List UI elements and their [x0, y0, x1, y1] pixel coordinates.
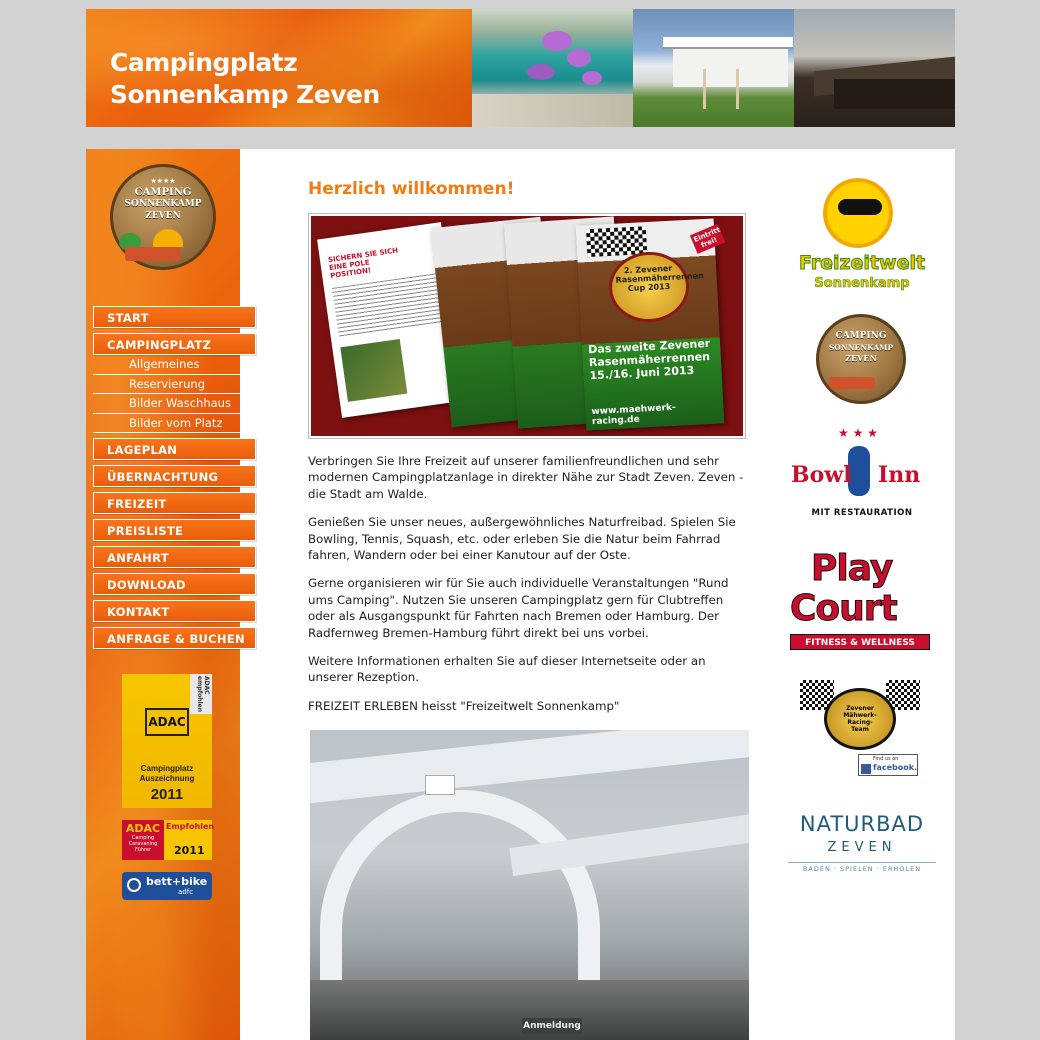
bowl-inn-sub: MIT RESTAURATION [811, 508, 913, 518]
adac-guide-left [122, 820, 164, 860]
nav-freizeit-label: FREIZEIT [107, 497, 167, 511]
play-text: Play [811, 548, 893, 589]
page-frame [86, 149, 955, 1040]
intro-paragraph-4: Weitere Informationen erhalten Sie auf dieser Internetseite oder an unserer Rezeption. [308, 654, 706, 685]
naturbad-zeven: ZEVEN [827, 840, 897, 855]
naturbad-slogan: BADEN · SPIELEN · ERHOLEN [788, 862, 936, 873]
freizeitwelt-text-2: Sonnenkamp [814, 276, 910, 291]
adac-award-corner [190, 674, 212, 714]
poster-headline: Das zweite Zevener Rasenmäherrennen 15./16. Juni 2013 [587, 336, 711, 383]
subnav-bilder-waschhaus-label: Bilder Waschhaus [129, 396, 231, 410]
facebook-text: facebook. [873, 763, 918, 772]
subnav-allgemeines[interactable] [93, 355, 256, 375]
adac-logo: ADAC [145, 708, 189, 736]
site-title-line1: Campingplatz [110, 48, 298, 77]
nav-uebernachtung[interactable] [93, 465, 256, 487]
play-court-logo[interactable] [786, 546, 936, 678]
roof-beam [310, 730, 749, 805]
sign-anmeldung: Anmeldung [522, 1018, 582, 1034]
adac-award-corner-text: ADAC empfohlen [196, 676, 210, 713]
bowl-inn-logo[interactable] [786, 426, 936, 546]
site-title-line2: Sonnenkamp Zeven [110, 80, 380, 109]
nav-campingplatz-label: CAMPINGPLATZ [107, 338, 212, 352]
maehwerk-text-3: Racing- [847, 719, 873, 726]
sun-icon [153, 229, 183, 247]
court-text: Court [790, 588, 897, 629]
subnav-reservierung-label: Reservierung [129, 376, 206, 391]
maehwerk-text-2: Mähwerk- [843, 712, 877, 719]
camping-seal-logo[interactable] [786, 304, 936, 426]
subnav-bilder-vom-platz-label: Bilder vom Platz [129, 415, 223, 430]
bett-bike-label: bett+bike [146, 875, 208, 888]
sunglasses-icon [838, 199, 882, 215]
facebook-find: Find us on [873, 756, 899, 762]
event-banner-image [311, 216, 743, 436]
adac-guide-label: Empfohlen [166, 822, 215, 831]
nav-lageplan[interactable] [93, 438, 256, 460]
poster-entry-badge: Eintritt frei! [690, 224, 725, 254]
adac-guide-logo: ADAC [125, 822, 161, 835]
bett-bike-sub: adfc [178, 888, 194, 896]
nav-lageplan-label: LAGEPLAN [107, 443, 178, 457]
nav-anfahrt-label: ANFAHRT [107, 551, 169, 565]
caravan-icon [125, 247, 180, 261]
bowl-text: Bowl [791, 462, 852, 488]
header-photo-pool [472, 9, 633, 127]
poster-cup-text: 2. Zevener Rasenmäherrennen Cup 2013 [615, 263, 704, 294]
camping-logo-text-2: SONNENKAMP [124, 199, 202, 209]
adac-guide-year: 2011 [174, 844, 205, 857]
flyer-photo [340, 339, 407, 402]
poster-cup-badge [607, 250, 704, 324]
nav-anfrage-buchen-label: ANFRAGE & BUCHEN [107, 632, 245, 646]
caravan-icon [829, 377, 875, 389]
adac-award-line2: Auszeichnung [139, 774, 195, 783]
facebook-icon [861, 764, 871, 774]
nav-preisliste[interactable] [93, 519, 256, 541]
facebook-badge[interactable] [858, 754, 918, 776]
adac-award-year: 2011 [150, 786, 184, 803]
event-banner[interactable] [308, 213, 746, 439]
naturbad-text: NATURBAD [799, 812, 925, 836]
maehwerk-badge [824, 688, 896, 750]
main-content [308, 179, 750, 714]
nav-download[interactable] [93, 573, 256, 595]
nav-anfrage-buchen[interactable] [93, 627, 256, 649]
lamp-icon [425, 775, 455, 795]
nav-start-label: START [107, 311, 149, 325]
maehwerk-text-4: Team [851, 726, 869, 733]
poster-url: www.maehwerk-racing.de [591, 402, 676, 428]
subnav-bilder-waschhaus[interactable] [93, 394, 256, 414]
camping-logo-text-3: ZEVEN [145, 211, 181, 221]
header-photo-clubhouse [633, 9, 794, 127]
nav-download-label: DOWNLOAD [107, 578, 186, 592]
freizeitwelt-logo[interactable] [786, 174, 936, 304]
stars-icon: ★★★★ [150, 177, 176, 185]
intro-paragraph-1: Verbringen Sie Ihre Freizeit auf unserer familienfreundlichen und sehr modernen Campingplatzanlage in direkter Nähe zur Stadt Zeven. Zeven - die Stadt am Walde. [308, 454, 744, 501]
nav-preisliste-label: PREISLISTE [107, 524, 184, 538]
nav-kontakt-label: KONTAKT [107, 605, 170, 619]
site-title[interactable] [110, 47, 380, 111]
freizeitwelt-text-1: Freizeitwelt [798, 252, 926, 274]
roof-arch [320, 790, 600, 1010]
poster-main [576, 219, 725, 431]
bett-bike-badge[interactable] [122, 872, 212, 900]
flyer-body [332, 273, 443, 337]
site-header [86, 9, 955, 127]
building-photo [310, 730, 749, 1040]
nav-campingplatz[interactable] [93, 333, 256, 355]
intro-paragraph-3: Gerne organisieren wir für Sie auch individuelle Veranstaltungen "Rund ums Camping". Nutzen Sie unseren Campingplatz gern für Clubtreffen oder als Ausgangspunkt für Fahrten nach Bremen oder Hamburg. Der Radfernweg Bremen-Hamburg führt direkt bei uns vorbei. [308, 576, 729, 640]
intro-paragraph-2: Genießen Sie unser neues, außergewöhnliches Naturfreibad. Spielen Sie Bowling, Tennis, Squash, etc. oder erleben Sie die Natur beim Fahrrad fahren, Wandern oder bei einer Kanutour auf der Oste. [308, 515, 736, 563]
nav-uebernachtung-label: ÜBERNACHTUNG [107, 470, 219, 484]
camping-seal-text-1: CAMPING [835, 331, 887, 341]
camping-logo-text-1: CAMPING [134, 187, 192, 198]
nav-anfahrt[interactable] [93, 546, 256, 568]
nav-freizeit[interactable] [93, 492, 256, 514]
adac-award-badge[interactable] [122, 674, 212, 808]
inn-text: Inn [878, 462, 921, 488]
adac-guide-badge[interactable] [122, 820, 215, 860]
header-photo-evening [794, 9, 955, 127]
play-court-sub: FITNESS & WELLNESS [790, 634, 930, 650]
adac-guide-text: Camping Caravaning Führer [128, 835, 158, 853]
subnav-campingplatz [93, 355, 258, 433]
naturbad-logo[interactable] [786, 798, 936, 898]
intro-paragraph-5: FREIZEIT ERLEBEN heisst "Freizeitwelt Sonnenkamp" [308, 698, 620, 713]
header-brand[interactable] [86, 9, 472, 127]
flyer-headline: SICHERN SIE SICH EINE POLE POSITION! [327, 246, 399, 281]
camping-logo[interactable] [110, 164, 216, 270]
camping-seal [816, 314, 906, 404]
camping-seal-text-2: SONNENKAMP [828, 343, 894, 352]
subnav-reservierung[interactable] [93, 375, 256, 395]
subnav-allgemeines-label: Allgemeines [129, 357, 200, 371]
nav-start[interactable] [93, 306, 256, 328]
sponsor-logos [786, 174, 936, 898]
maehwerk-racing-logo[interactable] [786, 678, 936, 798]
sidebar [86, 149, 245, 1040]
camping-seal-text-3: ZEVEN [845, 353, 877, 363]
stars-icon: ★ ★ ★ [838, 426, 878, 440]
main-nav [93, 306, 258, 654]
nav-kontakt[interactable] [93, 600, 256, 622]
adac-award-line1: Campingplatz [140, 764, 194, 773]
page-title: Herzlich willkommen! [308, 179, 515, 199]
subnav-bilder-vom-platz[interactable] [93, 414, 256, 434]
bicycle-icon [127, 878, 141, 892]
maehwerk-text-1: Zevener [846, 705, 874, 712]
